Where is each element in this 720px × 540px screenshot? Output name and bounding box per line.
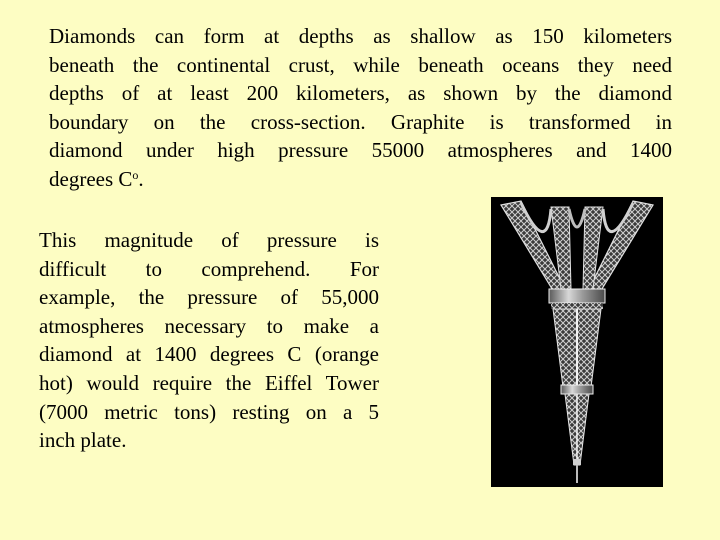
text-line: hot) would require the Eiffel Tower — [39, 370, 379, 395]
text-line: Diamonds can form at depths as shallow as 150 kilometers — [49, 24, 672, 48]
text-line: example, the pressure of 55,000 — [39, 285, 379, 310]
text-line: diamond under high pressure 55000 atmospheres and 1400 — [49, 138, 672, 163]
degrees-text: degrees C — [49, 166, 133, 191]
text-line: difficult to comprehend. For — [39, 256, 379, 281]
text-line-last: inch plate. — [39, 428, 127, 453]
eiffel-tower-icon — [491, 197, 663, 487]
text-line-last — [49, 165, 672, 194]
text-line: boundary on the cross-section. Graphite is transformed in — [49, 109, 672, 134]
text-line: This magnitude of pressure is — [39, 228, 379, 252]
period-text: . — [138, 166, 144, 191]
text-line: (7000 metric tons) resting on a 5 — [39, 399, 379, 424]
text-line: beneath the continental crust, while beneath oceans they need — [49, 52, 672, 77]
paragraph-pressure-comparison — [39, 226, 379, 455]
eiffel-tower-image — [491, 197, 663, 487]
paragraph-diamond-formation — [49, 22, 672, 194]
text-line: diamond at 1400 degrees C (orange — [39, 342, 379, 367]
text-line: atmospheres necessary to make a — [39, 313, 379, 338]
text-line: depths of at least 200 kilometers, as shown by the diamond — [49, 81, 672, 106]
degree-superscript: o — [132, 167, 139, 182]
